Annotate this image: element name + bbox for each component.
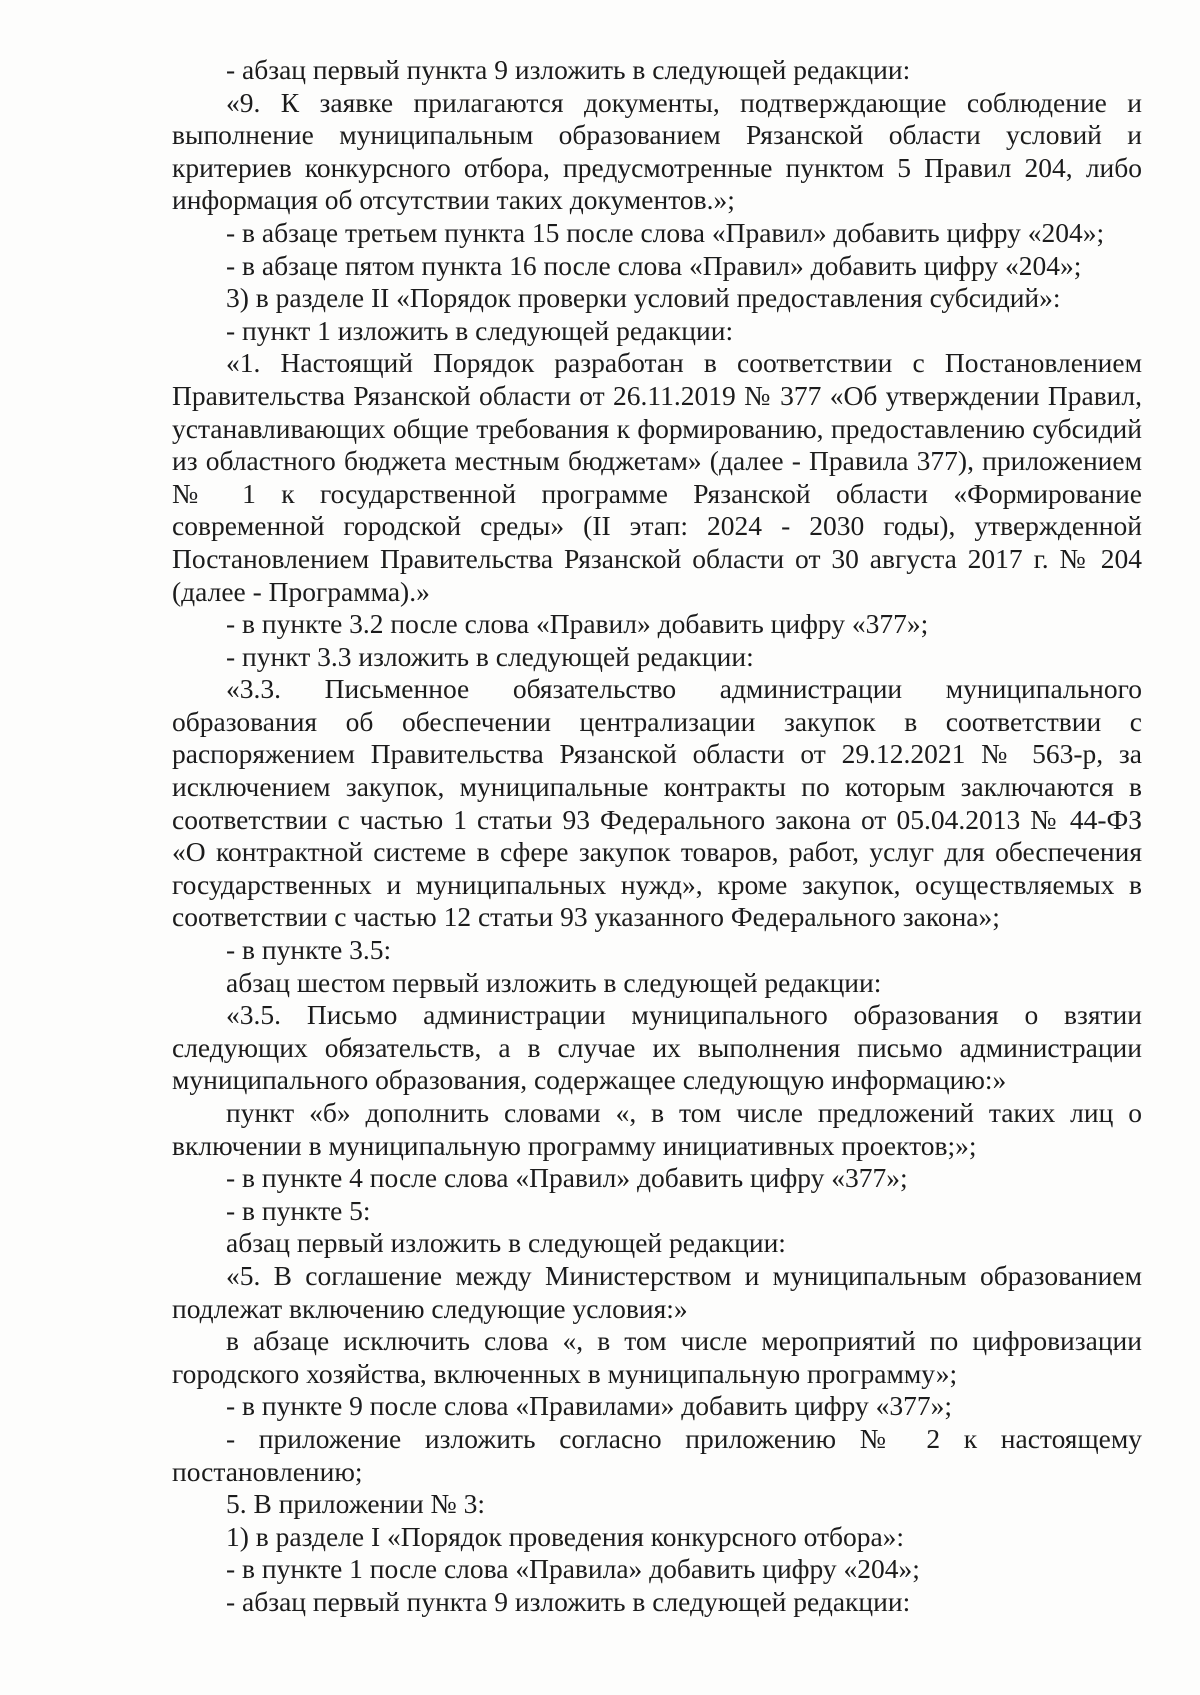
paragraph: - в пункте 4 после слова «Правил» добавить цифру «377»; xyxy=(226,1162,908,1194)
paragraph: «9. К заявке прилагаются документы, подтверждающие соблюдение и выполнение муниципальным образованием Рязанской области условий и критериев конкурсного отбора, предусмотренные пунктом 5 Правил 204, либо информация об отсутствии таких документов.»; xyxy=(172,86,1142,216)
paragraph: 1) в разделе I «Порядок проведения конкурсного отбора»: xyxy=(226,1520,905,1552)
paragraph: - в пункте 3.5: xyxy=(226,934,392,966)
paragraph: «5. В соглашение между Министерством и муниципальным образованием подлежат включению следующие условия:» xyxy=(172,1259,1142,1324)
paragraph: в абзаце исключить слова «, в том числе мероприятий по цифровизации городского хозяйства, включенных в муниципальную программу»; xyxy=(172,1325,1142,1389)
document-body xyxy=(172,54,1142,1619)
paragraph: абзац шестом первый изложить в следующей редакции: xyxy=(226,966,882,998)
paragraph: - в абзаце третьем пункта 15 после слова «Правил» добавить цифру «204»; xyxy=(226,216,1105,248)
paragraph: - абзац первый пункта 9 изложить в следующей редакции: xyxy=(226,54,911,85)
paragraph: - в пункте 9 после слова «Правилами» добавить цифру «377»; xyxy=(226,1390,953,1422)
paragraph: - абзац первый пункта 9 изложить в следующей редакции: xyxy=(226,1585,911,1617)
paragraph: - пункт 1 изложить в следующей редакции: xyxy=(226,314,734,346)
paragraph: «3.3. Письменное обязательство администрации муниципального образования об обеспечении централизации закупок в соответствии с распоряжением Правительства Рязанской области от 29.12.2021 № 563-р, за исключением закупок, муниципальные контракты по которым заключаются в соответствии с частью 1 статьи 93 Федерального закона от 05.04.2013 № 44-ФЗ «О контрактной системе в сфере закупок товаров, работ, услуг для обеспечения государственных и муниципальных нужд», кроме закупок, осуществляемых в соответствии с частью 12 статьи 93 указанного Федерального закона»; xyxy=(172,673,1142,933)
paragraph: - в пункте 5: xyxy=(226,1194,371,1226)
paragraph: 3) в разделе II «Порядок проверки условий предоставления субсидий»: xyxy=(226,282,1061,314)
paragraph: - приложение изложить согласно приложению № 2 к настоящему постановлению; xyxy=(172,1422,1142,1487)
paragraph: абзац первый изложить в следующей редакции: xyxy=(226,1227,786,1259)
paragraph: - пункт 3.3 изложить в следующей редакции: xyxy=(226,640,754,672)
paragraph: - в пункте 1 после слова «Правила» добавить цифру «204»; xyxy=(226,1553,920,1585)
paragraph: - в пункте 3.2 после слова «Правил» добавить цифру «377»; xyxy=(226,608,929,640)
paragraph: «3.5. Письмо администрации муниципального образования о взятии следующих обязательств, а в случае их выполнения письмо администрации муниципального образования, содержащее следующую информацию:» xyxy=(172,999,1142,1096)
paragraph: 5. В приложении № 3: xyxy=(226,1488,486,1520)
paragraph: - в абзаце пятом пункта 16 после слова «Правил» добавить цифру «204»; xyxy=(226,249,1082,281)
paragraph: пункт «б» дополнить словами «, в том числе предложений таких лиц о включении в муниципальную программу инициативных проектов;»; xyxy=(172,1097,1142,1161)
paragraph: «1. Настоящий Порядок разработан в соответствии с Постановлением Правительства Рязанской области от 26.11.2019 № 377 «Об утверждении Правил, устанавливающих общие требования к формированию, предоставлению субсидий из областного бюджета местным бюджетам» (далее - Правила 377), приложением № 1 к государственной программе Рязанской области «Формирование современной городской среды» (II этап: 2024 - 2030 годы), утвержденной Постановлением Правительства Рязанской области от 30 августа 2017 г. № 204 (далее - Программа).» xyxy=(172,347,1142,607)
